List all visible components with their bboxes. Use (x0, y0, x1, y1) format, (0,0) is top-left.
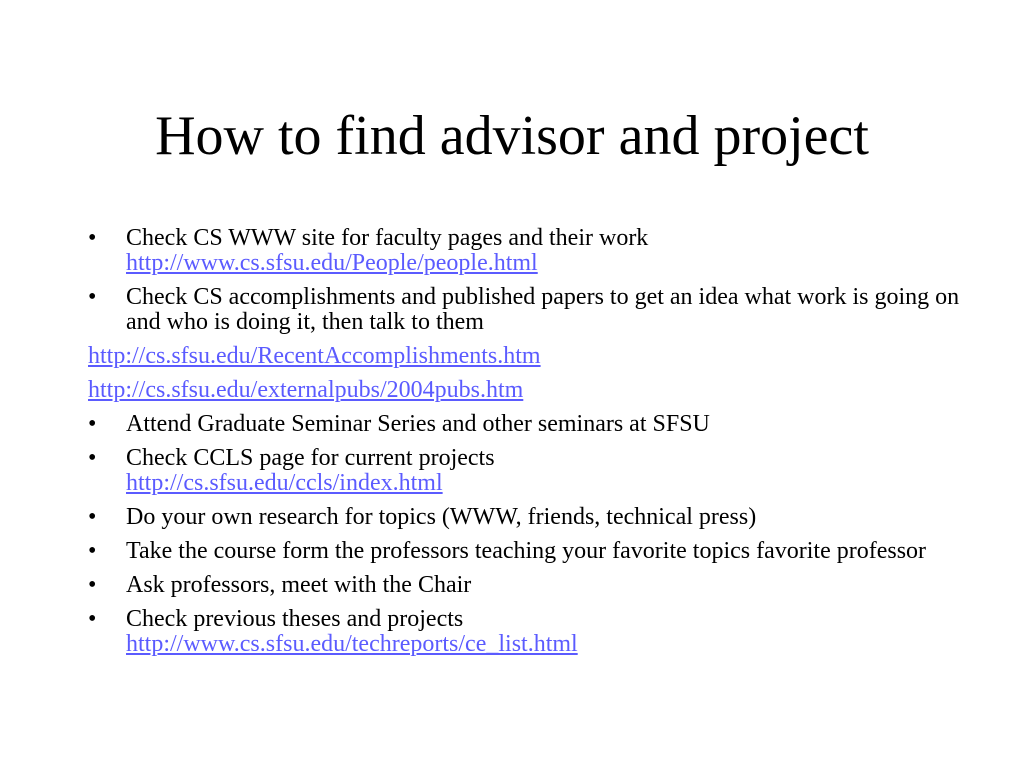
bullet-icon: • (88, 606, 97, 632)
item-text: Ask professors, meet with the Chair (126, 572, 472, 598)
item-text: Attend Graduate Seminar Series and other seminars at SFSU (126, 411, 710, 437)
list-item (88, 446, 988, 496)
bullet-icon: • (88, 284, 97, 310)
faculty-pages-link[interactable]: http://www.cs.sfsu.edu/People/people.html (126, 250, 538, 276)
bullet-icon: • (88, 445, 97, 471)
item-text: Check CS accomplishments and published papers to get an idea what work is going on and who is doing it, then talk to them (126, 284, 960, 335)
bullet-icon: • (88, 538, 97, 564)
ccls-link[interactable]: http://cs.sfsu.edu/ccls/index.html (126, 470, 443, 496)
item-text: Check CCLS page for current projects (126, 445, 495, 471)
list-item (88, 539, 988, 564)
item-text: Take the course form the professors teaching your favorite topics favorite professor (126, 538, 927, 564)
slide-title: How to find advisor and project (155, 105, 869, 167)
bullet-icon: • (88, 225, 97, 251)
bullet-list (88, 226, 988, 666)
list-item (88, 378, 988, 403)
list-item (88, 573, 988, 598)
list-item (88, 344, 988, 369)
recent-accomplishments-link[interactable]: http://cs.sfsu.edu/RecentAccomplishments.htm (88, 343, 541, 369)
list-item (88, 412, 988, 437)
bullet-icon: • (88, 504, 97, 530)
external-pubs-link[interactable]: http://cs.sfsu.edu/externalpubs/2004pubs.htm (88, 377, 524, 403)
techreports-link[interactable]: http://www.cs.sfsu.edu/techreports/ce_list.html (126, 631, 578, 657)
list-item (88, 226, 988, 276)
item-text: Check previous theses and projects (126, 606, 464, 632)
list-item (88, 607, 988, 657)
item-text: Do your own research for topics (WWW, friends, technical press) (126, 504, 757, 530)
item-text: Check CS WWW site for faculty pages and their work (126, 225, 649, 251)
list-item (88, 505, 988, 530)
list-item (88, 285, 988, 335)
bullet-icon: • (88, 572, 97, 598)
bullet-icon: • (88, 411, 97, 437)
